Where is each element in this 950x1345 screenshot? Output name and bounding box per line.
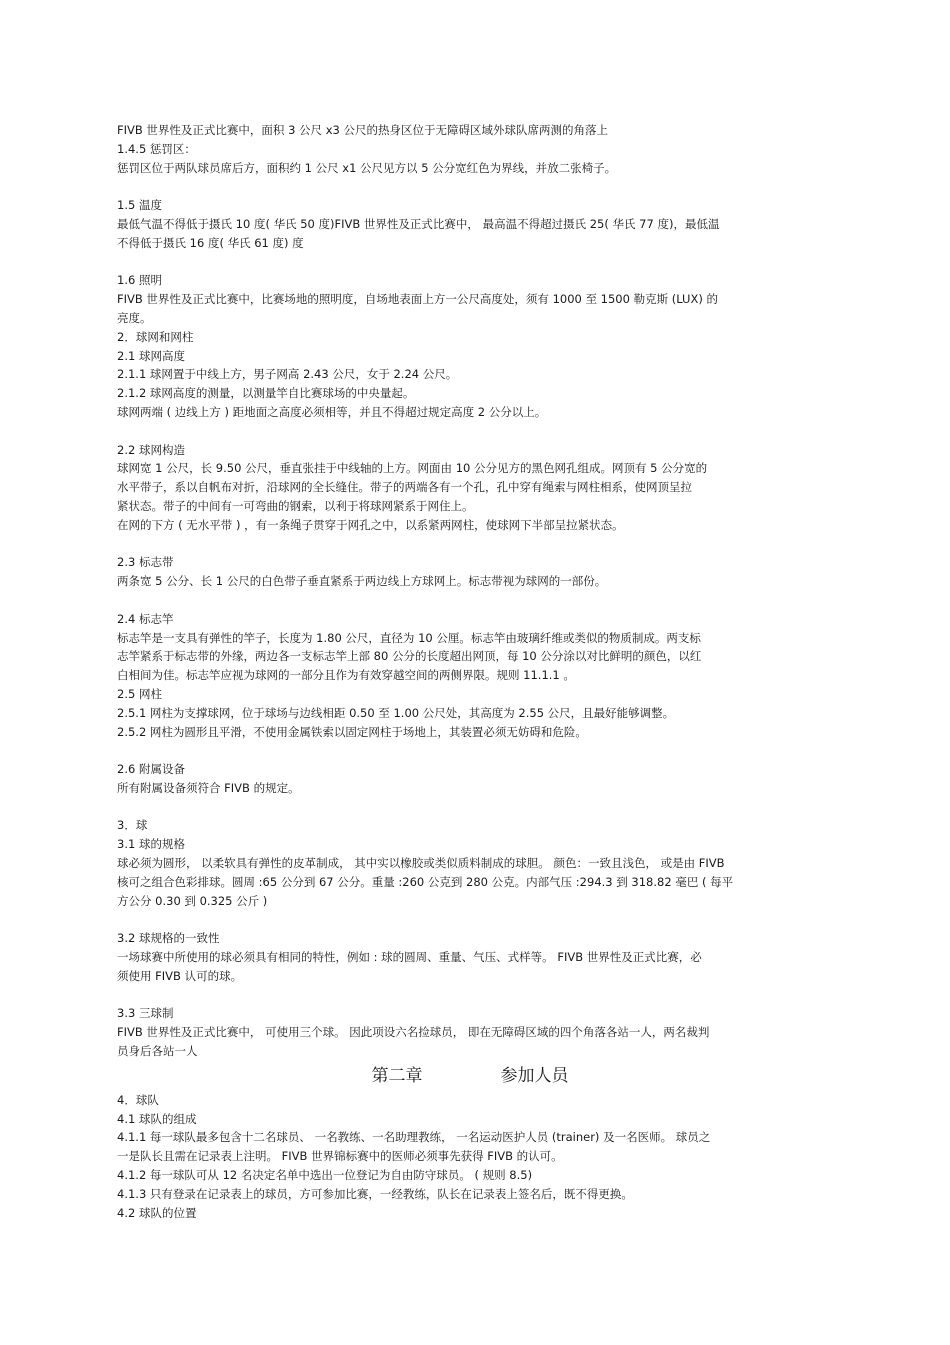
text-line: FIVB 世界性及正式比赛中，面积 3 公尺 x3 公尺的热身区位于无障碍区域外球队席两测的角落上 xyxy=(117,123,608,137)
text-line: 紧状态。带子的中间有一可弯曲的钢索，以利于将球网紧系于网住上。 xyxy=(117,498,474,513)
text-line: 核可之组合色彩排球。圆周 :65 公分到 67 公分。重量 :260 公克到 280 公克。内部气压 :294.3 到 318.82 毫巴 ( 每平 xyxy=(117,874,734,889)
text-line: 1.4.5 惩罚区： xyxy=(117,141,196,156)
text-line: 2.1.1 球网置于中线上方，男子网高 2.43 公尺，女于 2.24 公尺。 xyxy=(117,367,458,382)
text-line: 2．球网和网柱 xyxy=(117,329,194,344)
paragraph-spacer xyxy=(117,986,833,1005)
text-line: 2.3 标志带 xyxy=(117,555,174,570)
text-line: 4.1.1 每一球队最多包含十二名球员、 一名教练、一名助理教练， 一名运动医护人员 (trainer) 及一名医师。 球员之 xyxy=(117,1130,711,1145)
text-line: 球必须为圆形， 以柔软具有弹性的皮革制成， 其中实以橡胶或类似质料制成的球胆。 颜色：一致且浅色， 或是由 FIVB xyxy=(117,856,725,871)
text-line: 所有附属设备须符合 FIVB 的规定。 xyxy=(117,780,300,795)
text-line: 白相间为佳。标志竿应视为球网的一部分且作为有效穿越空间的两侧界限。规则 11.1.1 。 xyxy=(117,668,575,683)
text-line: 2.4 标志竿 xyxy=(117,611,174,626)
text-line: 1.6 照明 xyxy=(117,273,162,288)
text-line: 球网宽 1 公尺，长 9.50 公尺，垂直张挂于中线轴的上方。网面由 10 公分见方的黑色网孔组成。网顶有 5 公分宽的 xyxy=(117,461,708,476)
text-line: 球网两端 ( 边线上方 ) 距地面之高度必须相等，并且不得超过规定高度 2 公分以上。 xyxy=(117,404,547,419)
text-line: 1.5 温度 xyxy=(117,198,162,213)
text-line: 方公分 0.30 到 0.325 公斤 ) xyxy=(117,893,268,908)
text-line: FIVB 世界性及正式比赛中，比赛场地的照明度，自场地表面上方一公尺高度处，须有 1000 至 1500 勒克斯 (LUX) 的 xyxy=(117,292,718,307)
text-line: 水平带子，系以自帆布对折，沿球网的全长缝住。带子的两端各有一个孔，孔中穿有绳索与网柱相系，使网顶呈拉 xyxy=(117,480,692,495)
text-line: 2.5.1 网柱为支撑球网，位于球场与边线相距 0.50 至 1.00 公尺处，其高度为 2.55 公尺，且最好能够调整。 xyxy=(117,705,675,720)
paragraph-spacer xyxy=(117,798,833,817)
text-line: 2.5 网柱 xyxy=(117,686,162,701)
text-line: FIVB 世界性及正式比赛中， 可使用三个球。 因此项设六名捡球员， 即在无障碍区域的四个角落各站一人，两名裁判 xyxy=(117,1025,710,1040)
text-line: 2.1.2 球网高度的测量，以测量竿自比赛球场的中央量起。 xyxy=(117,386,415,401)
paragraph-spacer xyxy=(117,422,833,441)
paragraph-spacer xyxy=(117,535,833,554)
paragraph-spacer xyxy=(117,910,833,929)
text-line: 2.2 球网构造 xyxy=(117,442,185,457)
text-line: 在网的下方 ( 无水平带 ) ，有一条绳子贯穿于网孔之中，以系紧两网柱，使球网下半部呈拉紧状态。 xyxy=(117,517,624,532)
text-line: 一场球赛中所使用的球必须具有相同的特性，例如 : 球的圆周、重量、气压、式样等。 FIVB 世界性及正式比赛，必 xyxy=(117,950,702,965)
text-line: 3．球 xyxy=(117,818,148,833)
text-line: 4.1 球队的组成 xyxy=(117,1111,197,1126)
text-line: 4．球队 xyxy=(117,1092,159,1107)
text-line: 2.5.2 网柱为圆形且平滑，不使用金属铁索以固定网柱于场地上，其装置必须无妨碍和危险。 xyxy=(117,724,587,739)
paragraph-spacer xyxy=(117,177,833,196)
text-line: 最低气温不得低于摄氏 10 度( 华氏 50 度)FIVB 世界性及正式比赛中， 最高温不得超过摄氏 25( 华氏 77 度)，最低温 xyxy=(117,216,720,231)
text-line: 一是队长且需在记录表上注明。 FIVB 世界锦标赛中的医师必须事先获得 FIVB 的认可。 xyxy=(117,1149,563,1164)
text-line: 志竿紧系于标志带的外缘，两边各一支标志竿上部 80 公分的长度超出网顶，每 10 公分涂以对比鲜明的颜色，以红 xyxy=(117,649,702,664)
paragraph-spacer xyxy=(117,741,833,760)
text-line: 标志竿是一支具有弹性的竿子，长度为 1.80 公尺，直径为 10 公厘。标志竿由玻璃纤维或类似的物质制成。两支标 xyxy=(117,630,701,645)
text-line: 3.1 球的规格 xyxy=(117,837,185,852)
text-line: 不得低于摄氏 16 度( 华氏 61 度) 度 xyxy=(117,235,304,250)
text-line: 2.6 附属设备 xyxy=(117,762,185,777)
text-line: 4.1.2 每一球队可从 12 名决定名单中选出一位登记为自由防守球员。 ( 规则 8.5) xyxy=(117,1168,533,1183)
text-line: 2.1 球网高度 xyxy=(117,348,185,363)
paragraph-spacer xyxy=(117,253,833,272)
chapter-title: 参加人员 xyxy=(500,1065,569,1086)
text-line: 3.3 三球制 xyxy=(117,1006,174,1021)
document-page xyxy=(117,121,833,1222)
text-line: 亮度。 xyxy=(117,310,152,325)
text-line: 须使用 FIVB 认可的球。 xyxy=(117,968,243,983)
text-line: 惩罚区位于两队球员席后方，面积约 1 公尺 x1 公尺见方以 5 公分宽红色为界线，并放二张椅子。 xyxy=(117,160,617,175)
text-line: 4.1.3 只有登录在记录表上的球员，方可参加比赛，一经教练，队长在记录表上签名后，既不得更换。 xyxy=(117,1186,633,1201)
paragraph-spacer xyxy=(117,591,833,610)
text-line: 两条宽 5 公分、长 1 公尺的白色带子垂直紧系于两边线上方球网上。标志带视为球网的一部份。 xyxy=(117,574,607,589)
text-line: 员身后各站一人 xyxy=(117,1044,198,1059)
text-line: 4.2 球队的位置 xyxy=(117,1205,197,1220)
chapter-number: 第二章 xyxy=(371,1065,423,1086)
text-line: 3.2 球规格的一致性 xyxy=(117,931,220,946)
chapter-heading xyxy=(107,1061,833,1091)
